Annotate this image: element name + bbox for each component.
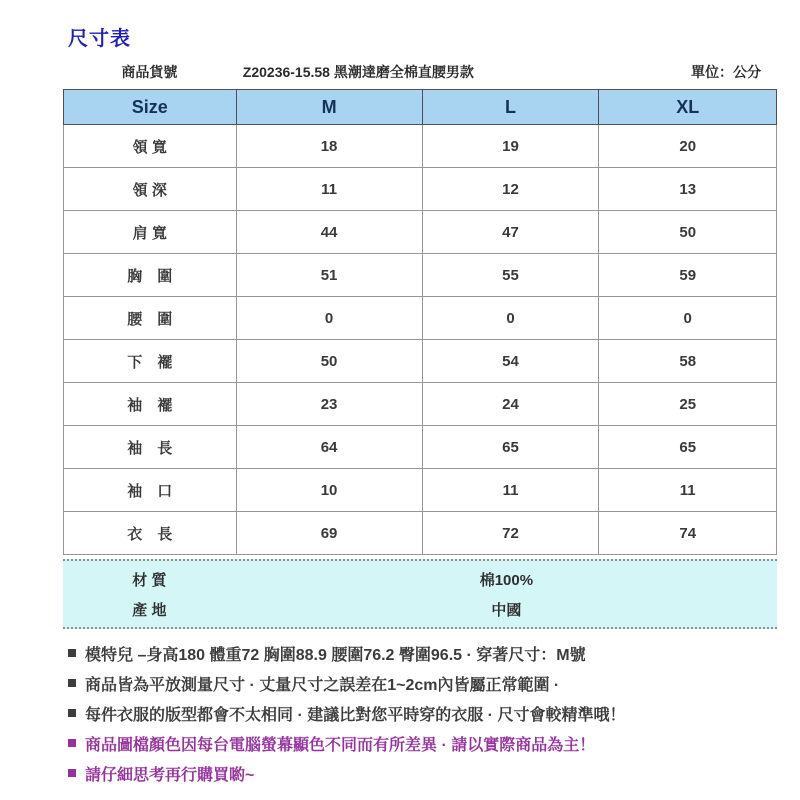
row-label: 胸 圍	[64, 254, 237, 297]
cell-value: 50	[599, 211, 777, 254]
cell-value: 12	[422, 168, 599, 211]
cell-value: 11	[236, 168, 422, 211]
product-header-row	[63, 58, 777, 86]
cell-value: 24	[422, 383, 599, 426]
product-code-label: 商品貨號	[121, 64, 178, 80]
table-row-hem	[64, 340, 777, 383]
row-label: 下 襬	[64, 340, 237, 383]
note-text: 每件衣服的版型都會不太相同 · 建議比對您平時穿的衣服 · 尺寸會較精準哦！	[85, 706, 626, 724]
cell-value: 65	[599, 426, 777, 469]
note-model-info	[68, 638, 783, 668]
cell-value: 25	[599, 383, 777, 426]
note-text: 模特兒 –身高180 體重72 胸圍88.9 腰圍76.2 臀圍96.5 · 穿著尺寸：M號	[85, 646, 586, 664]
table-row-garment-length	[64, 512, 777, 555]
row-label: 肩 寬	[64, 211, 237, 254]
cell-value: 51	[236, 254, 422, 297]
row-label: 袖 口	[64, 469, 237, 512]
cell-value: 11	[422, 469, 599, 512]
cell-value: 47	[422, 211, 599, 254]
square-bullet-icon	[68, 679, 76, 687]
note-text: 商品皆為平放測量尺寸 · 丈量尺寸之誤差在1~2cm內皆屬正常範圍 ·	[85, 676, 560, 694]
square-bullet-icon	[68, 769, 76, 777]
cell-value: 18	[236, 125, 422, 168]
table-row-shoulder-width	[64, 211, 777, 254]
cell-value: 20	[599, 125, 777, 168]
col-header-xl: XL	[599, 90, 777, 125]
row-label: 袖 長	[64, 426, 237, 469]
table-row-sleeve-hem	[64, 383, 777, 426]
square-bullet-icon	[68, 649, 76, 657]
size-table	[63, 89, 777, 555]
cell-value: 13	[599, 168, 777, 211]
product-name: Z20236-15.58 黑潮達磨全棉直腰男款	[242, 64, 474, 80]
row-label: 衣 長	[64, 512, 237, 555]
cell-value: 0	[236, 297, 422, 340]
square-bullet-icon	[68, 709, 76, 717]
cell-value: 58	[599, 340, 777, 383]
origin-value: 中國	[491, 601, 522, 619]
table-row-sleeve-length	[64, 426, 777, 469]
note-purchase-reminder	[68, 758, 783, 788]
unit-label: 單位：公分	[691, 64, 761, 80]
cell-value: 0	[422, 297, 599, 340]
square-bullet-icon	[68, 739, 76, 747]
size-header-row	[64, 90, 777, 125]
origin-row	[63, 594, 777, 624]
note-measurement-tolerance	[68, 668, 783, 698]
table-row-chest	[64, 254, 777, 297]
cell-value: 64	[236, 426, 422, 469]
notes-section	[68, 638, 783, 788]
row-label: 袖 襬	[64, 383, 237, 426]
origin-label: 產 地	[132, 601, 167, 619]
table-row-collar-depth	[64, 168, 777, 211]
cell-value: 19	[422, 125, 599, 168]
cell-value: 72	[422, 512, 599, 555]
cell-value: 10	[236, 469, 422, 512]
table-row-waist	[64, 297, 777, 340]
cell-value: 65	[422, 426, 599, 469]
row-label: 腰 圍	[64, 297, 237, 340]
note-text: 請仔細思考再行購買喲~	[85, 766, 255, 784]
size-chart-sheet	[63, 58, 777, 629]
cell-value: 44	[236, 211, 422, 254]
cell-value: 54	[422, 340, 599, 383]
cell-value: 69	[236, 512, 422, 555]
note-text: 商品圖檔顏色因每台電腦螢幕顯色不同而有所差異 · 請以實際商品為主！	[85, 736, 596, 754]
row-label: 領 寬	[64, 125, 237, 168]
cell-value: 55	[422, 254, 599, 297]
cell-value: 59	[599, 254, 777, 297]
col-header-m: M	[236, 90, 422, 125]
col-header-size: Size	[64, 90, 237, 125]
cell-value: 11	[599, 469, 777, 512]
material-origin-block	[63, 559, 777, 629]
material-value: 棉100%	[479, 571, 534, 589]
cell-value: 50	[236, 340, 422, 383]
row-label: 領 深	[64, 168, 237, 211]
table-row-collar-width	[64, 125, 777, 168]
cell-value: 23	[236, 383, 422, 426]
table-row-cuff	[64, 469, 777, 512]
material-label: 材 質	[132, 571, 167, 589]
note-fit-advice	[68, 698, 783, 728]
col-header-l: L	[422, 90, 599, 125]
cell-value: 74	[599, 512, 777, 555]
cell-value: 0	[599, 297, 777, 340]
note-color-difference	[68, 728, 783, 758]
page-title: 尺寸表	[68, 28, 131, 50]
material-row	[63, 564, 777, 594]
